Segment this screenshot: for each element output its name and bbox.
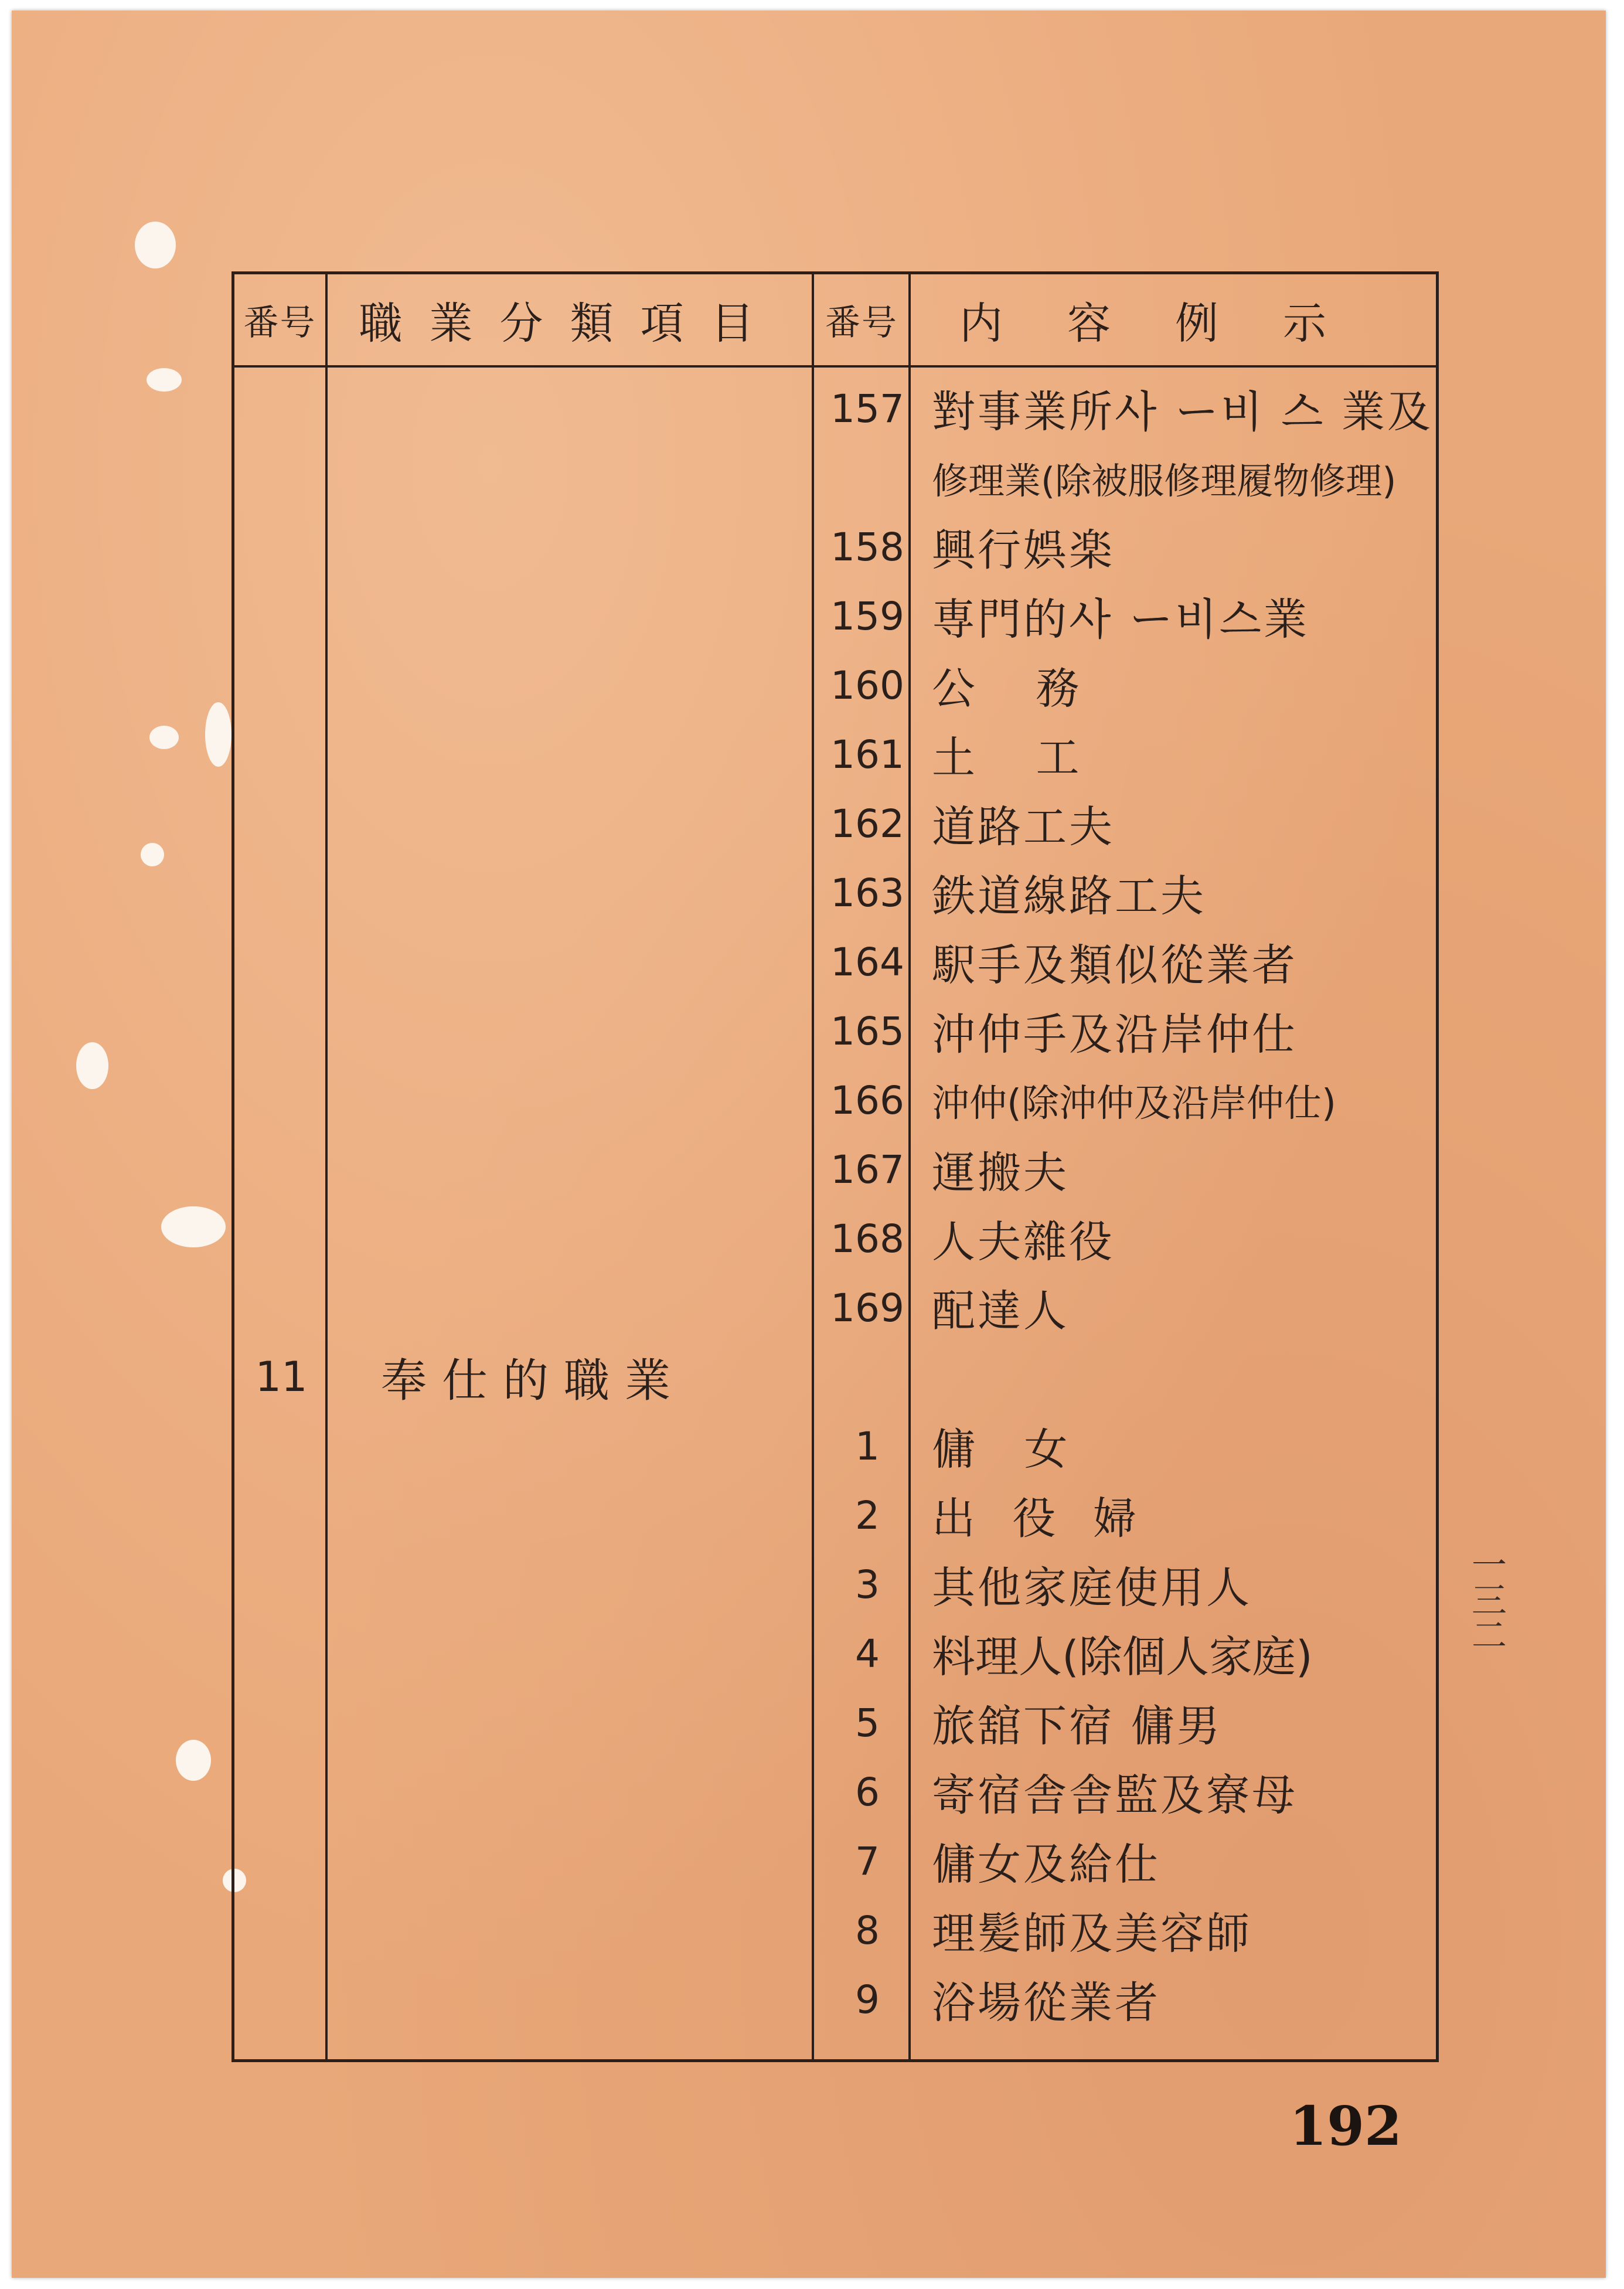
row-content: 沖仲(除沖仲及沿岸仲仕) [932, 1082, 1336, 1125]
row-content: 興行娯楽 [932, 525, 1115, 576]
row-content: 出 役 婦 [932, 1494, 1149, 1544]
row-content: 理髪師及美容師 [932, 1909, 1252, 1959]
row-number: 3 [855, 1562, 880, 1607]
row-number: 166 [830, 1077, 904, 1123]
row-number: 5 [855, 1700, 880, 1746]
row-number: 162 [830, 801, 904, 846]
table-row [234, 1066, 1436, 1135]
table-row [234, 1896, 1436, 1965]
page-number: 192 [1289, 2094, 1402, 2158]
row-content: 道路工夫 [932, 802, 1115, 852]
paper-damage-spot [141, 843, 164, 866]
row-number: 161 [830, 732, 904, 777]
row-number: 2 [855, 1492, 880, 1538]
row-number: 167 [830, 1147, 904, 1192]
row-content: 沖仲手及沿岸仲仕 [932, 1009, 1298, 1060]
table-row [234, 1481, 1436, 1550]
row-content: 駅手及類似從業者 [932, 940, 1298, 991]
header-divider [234, 365, 1436, 368]
paper-damage-spot [76, 1042, 108, 1089]
table-row [234, 1273, 1436, 1342]
category-label: 奉仕的職業 [381, 1355, 686, 1407]
row-number: 1 [855, 1423, 880, 1469]
table-row [234, 1204, 1436, 1273]
table-row [234, 651, 1436, 720]
row-number: 160 [830, 662, 904, 708]
row-content: 對事業所사 ー비 스 業及 [932, 387, 1434, 437]
row-content: 専門的사 ー비스業 [932, 594, 1309, 645]
table-row [234, 443, 1436, 512]
paper-damage-spot [149, 726, 179, 749]
paper-damage-spot [205, 702, 231, 767]
category-row [234, 1342, 1436, 1412]
row-number: 158 [830, 524, 904, 570]
table-row [234, 927, 1436, 996]
row-content: 修理業(除被服修理履物修理) [932, 459, 1397, 502]
table-row [234, 1550, 1436, 1619]
table-row [234, 789, 1436, 858]
row-number: 168 [830, 1216, 904, 1261]
table-row [234, 996, 1436, 1066]
table-row [234, 1965, 1436, 2034]
table-row [234, 1412, 1436, 1481]
paper-damage-spot [135, 222, 176, 268]
table-row [234, 1757, 1436, 1827]
row-number: 4 [855, 1631, 880, 1676]
table-row [234, 858, 1436, 927]
row-number: 164 [830, 939, 904, 985]
row-content: 寄宿舎舎監及寮母 [932, 1770, 1298, 1821]
table-row [234, 1827, 1436, 1896]
header-occupation-category: 職業分類項目 [359, 298, 781, 349]
row-number: 165 [830, 1008, 904, 1054]
row-content: 運搬夫 [932, 1148, 1069, 1198]
table-row [234, 512, 1436, 581]
row-number [826, 443, 908, 512]
paper-damage-spot [147, 368, 182, 392]
row-content: 旅舘下宿 傭男 [932, 1701, 1223, 1751]
category-number: 11 [255, 1353, 308, 1401]
row-content: 人夫雜役 [932, 1217, 1115, 1267]
row-content: 公 務 [932, 664, 1103, 714]
paper-sheet [12, 11, 1606, 2278]
table-row [234, 581, 1436, 651]
row-number: 169 [830, 1285, 904, 1331]
row-number: 163 [830, 870, 904, 916]
row-content: 配達人 [932, 1286, 1069, 1336]
row-number: 9 [855, 1977, 880, 2022]
header-number-right: 番号 [825, 302, 898, 343]
row-number: 157 [830, 386, 904, 431]
table-row [234, 1619, 1436, 1688]
row-content: 其他家庭使用人 [932, 1563, 1252, 1613]
paper-damage-spot [161, 1206, 226, 1247]
table-row [234, 374, 1436, 443]
occupation-table [231, 271, 1439, 2062]
row-number: 7 [855, 1838, 880, 1884]
header-content-examples: 内容例示 [959, 298, 1391, 349]
row-content: 鉄道線路工夫 [932, 871, 1206, 921]
row-number: 6 [855, 1769, 880, 1815]
table-row [234, 1688, 1436, 1757]
table-row [234, 1135, 1436, 1204]
row-number: 159 [830, 593, 904, 639]
row-content: 傭女及給仕 [932, 1839, 1160, 1890]
table-row [234, 720, 1436, 789]
row-content: 料理人(除個人家庭) [932, 1632, 1313, 1682]
row-number: 8 [855, 1907, 880, 1953]
row-content: 土 工 [932, 733, 1103, 783]
row-content: 浴場從業者 [932, 1978, 1160, 2028]
row-content: 傭 女 [932, 1424, 1085, 1475]
paper-damage-spot [176, 1740, 211, 1781]
header-number-left: 番号 [243, 302, 316, 343]
side-page-mark: 一三二 [1466, 1546, 1507, 1652]
